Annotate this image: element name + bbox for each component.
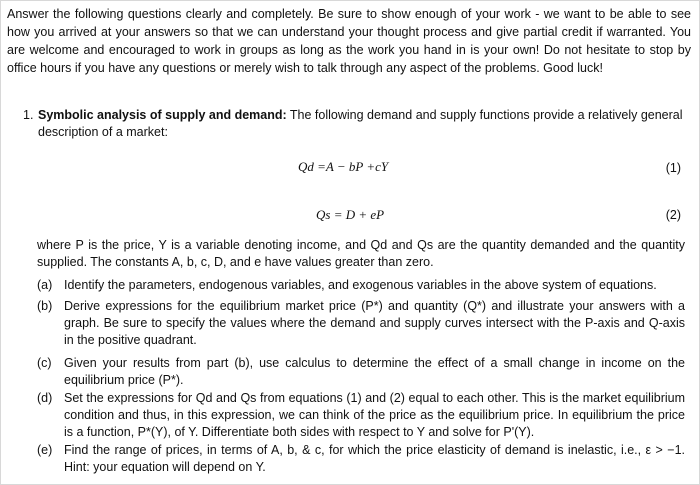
part-label: (a) xyxy=(37,278,53,292)
part-text: Set the expressions for Qd and Qs from equations (1) and (2) equal to each other. This is the market equilibrium condition and thus, in this expression, we can think of the price as the equilibrium price. In equilibrium the price is a function, P*(Y), of Y. Differentiate both sides with respect to Y and solve for P'(Y). xyxy=(64,391,685,439)
demand-equation: Qd =A − bP +cY xyxy=(298,159,389,174)
part-a xyxy=(37,277,685,294)
equation-number-1: (1) xyxy=(665,161,681,175)
part-d xyxy=(37,390,685,441)
part-label: (d) xyxy=(37,391,53,405)
part-label: (b) xyxy=(37,299,53,313)
question-lead: The following demand and supply functions provide a relatively general description of a market: xyxy=(38,108,683,139)
part-label: (c) xyxy=(37,356,52,370)
part-label: (e) xyxy=(37,443,53,457)
question-1-heading xyxy=(23,107,683,141)
part-b xyxy=(37,298,685,349)
question-number: 1. xyxy=(23,108,34,122)
part-text: Given your results from part (b), use calculus to determine the effect of a small change in income on the equilibrium price (P*). xyxy=(64,356,685,387)
part-e xyxy=(37,442,685,476)
question-title: Symbolic analysis of supply and demand: xyxy=(38,108,287,122)
part-text: Identify the parameters, endogenous variables, and exogenous variables in the above system of equations. xyxy=(64,278,657,292)
supply-equation: Qs = D + eP xyxy=(316,207,385,222)
part-text: Find the range of prices, in terms of A, b, & c, for which the price elasticity of demand is inelastic, i.e., ε > −1. Hint: your equation will depend on Y. xyxy=(64,443,685,474)
equation-number-2: (2) xyxy=(665,208,681,222)
variable-description: where P is the price, Y is a variable denoting income, and Qd and Qs are the quantity demanded and the quantity supplied. The constants A, b, c, D, and e have values greater than zero. xyxy=(37,238,685,269)
part-text: Derive expressions for the equilibrium market price (P*) and quantity (Q*) and illustrate your answers with a graph. Be sure to specify the values where the demand and supply curves intersect with the P-axis and Q-axis in the positive quadrant. xyxy=(64,299,685,347)
instructions-paragraph: Answer the following questions clearly and completely. Be sure to show enough of your work - we want to be able to see how you arrived at your answers so that we can understand your thought process and give partial credit if warranted. You are welcome and encouraged to work in groups as long as the work you hand in is your own! Do not hesitate to stop by office hours if you have any questions or merely wish to talk through any aspect of the problems. Good luck! xyxy=(7,7,691,75)
part-c xyxy=(37,355,685,389)
